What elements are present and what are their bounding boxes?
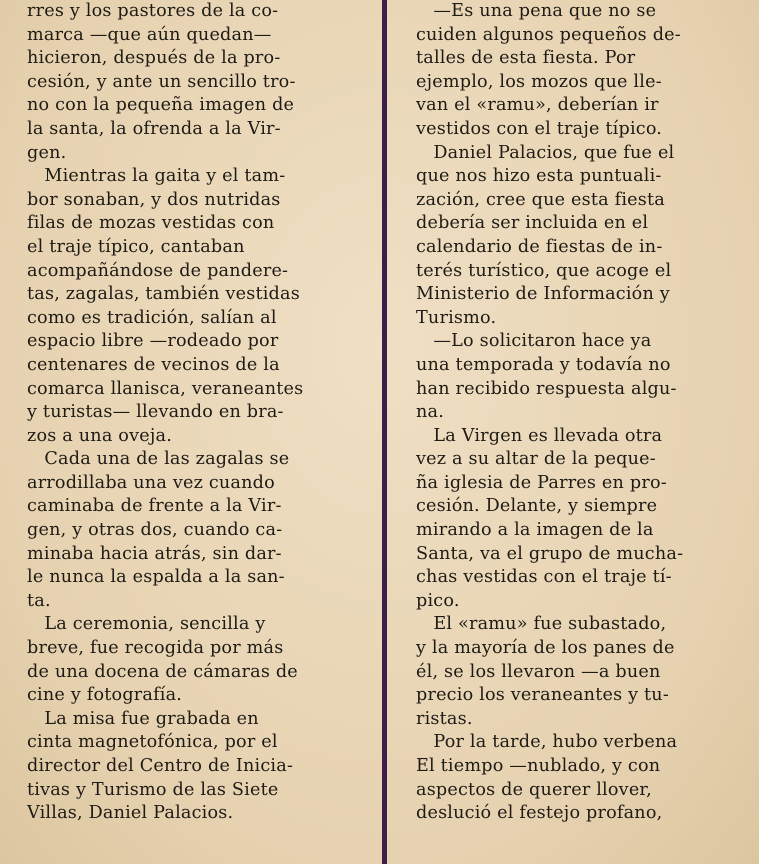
left-column-line: Mientras la gaita y el tam- xyxy=(27,166,286,187)
right-column-line: van el «ramu», deberían ir xyxy=(416,95,659,116)
left-column-line: centenares de vecinos de la xyxy=(27,354,280,375)
left-column-line: cesión, y ante un sencillo tro- xyxy=(27,71,296,92)
left-column-line: zos a una oveja. xyxy=(27,425,172,446)
right-column-line: —Es una pena que no se xyxy=(416,1,657,21)
left-column-line: como es tradición, salían al xyxy=(27,307,277,328)
right-column-line: que nos hizo esta puntuali- xyxy=(416,166,662,187)
left-column-line: Cada una de las zagalas se xyxy=(27,449,290,470)
right-column-line: zación, cree que esta fiesta xyxy=(416,189,665,210)
right-column-line: Daniel Palacios, que fue el xyxy=(416,142,675,163)
left-column-line: ta. xyxy=(27,590,51,611)
right-column-line: El «ramu» fue subastado, xyxy=(416,614,667,635)
right-column-line: La Virgen es llevada otra xyxy=(416,425,663,446)
right-column-line: precio los veraneantes y tu- xyxy=(416,685,669,706)
left-column-line: breve, fue recogida por más xyxy=(27,638,284,659)
right-column-line: han recibido respuesta algu- xyxy=(416,378,677,399)
right-column-line: cuiden algunos pequeños de- xyxy=(416,24,681,45)
right-column-line: Turismo. xyxy=(416,307,497,328)
left-column-line: de una docena de cámaras de xyxy=(27,661,298,682)
right-column-line: ña iglesia de Parres en pro- xyxy=(416,472,667,493)
left-column-line: hicieron, después de la pro- xyxy=(27,48,281,69)
right-column-line: chas vestidas con el traje tí- xyxy=(416,567,672,588)
right-column-line: cesión. Delante, y siempre xyxy=(416,496,658,517)
left-column xyxy=(27,0,357,864)
left-column-line: director del Centro de Inicia- xyxy=(27,756,294,776)
right-column-line: una temporada y todavía no xyxy=(416,354,671,375)
left-column-line: no con la pequeña imagen de xyxy=(27,95,295,116)
left-column-line: Villas, Daniel Palacios. xyxy=(27,803,234,824)
right-column-line: debería ser incluida en el xyxy=(416,213,649,234)
right-column-line: —Lo solicitaron hace ya xyxy=(416,331,652,352)
left-column-line: marca —que aún quedan— xyxy=(27,24,272,45)
left-column-line: cine y fotografía. xyxy=(27,685,183,706)
right-column-line: mirando a la imagen de la xyxy=(416,520,654,541)
left-column-line: arrodillaba una vez cuando xyxy=(27,472,275,493)
right-column-line: El tiempo —nublado, y con xyxy=(416,756,661,776)
left-column-line: tas, zagalas, también vestidas xyxy=(27,284,300,305)
right-column-line: ejemplo, los mozos que lle- xyxy=(416,71,662,92)
left-column-line: rres y los pastores de la co- xyxy=(27,1,279,21)
left-column-line: La misa fue grabada en xyxy=(27,708,259,729)
right-column-line: na. xyxy=(416,402,445,423)
left-column-line: el traje típico, cantaban xyxy=(27,236,245,257)
left-column-line: gen, y otras dos, cuando ca- xyxy=(27,520,283,541)
right-column-line: Santa, va el grupo de mucha- xyxy=(416,543,684,564)
right-column-line: vez a su altar de la peque- xyxy=(416,449,656,470)
left-column-line: caminaba de frente a la Vir- xyxy=(27,496,282,517)
left-column-line: La ceremonia, sencilla y xyxy=(27,614,266,635)
column-rule xyxy=(382,0,387,864)
right-column-line: ristas. xyxy=(416,708,473,729)
right-column-line: calendario de fiestas de in- xyxy=(416,236,663,257)
right-column-line: vestidos con el traje típico. xyxy=(416,118,663,139)
left-column-line: comarca llanisca, veraneantes xyxy=(27,378,304,399)
left-column-line: le nunca la espalda a la san- xyxy=(27,567,285,588)
left-column-line: gen. xyxy=(27,142,67,163)
left-column-line: la santa, la ofrenda a la Vir- xyxy=(27,118,281,139)
left-column-line: acompañándose de pandere- xyxy=(27,260,289,281)
left-column-line: minaba hacia atrás, sin dar- xyxy=(27,543,282,564)
left-column-line: cinta magnetofónica, por el xyxy=(27,732,278,753)
left-column-line: y turistas— llevando en bra- xyxy=(27,402,284,423)
right-column-line: pico. xyxy=(416,590,460,611)
right-column-line: aspectos de querer llover, xyxy=(416,779,652,800)
left-column-line: tivas y Turismo de las Siete xyxy=(27,779,279,800)
left-column-line: filas de mozas vestidas con xyxy=(27,213,275,234)
right-column-line: él, se los llevaron —a buen xyxy=(416,661,661,682)
right-column-line: deslució el festejo profano, xyxy=(416,803,663,824)
right-column-line: Por la tarde, hubo verbena xyxy=(416,732,678,753)
right-column-line: y la mayoría de los panes de xyxy=(416,638,675,659)
right-column-line: terés turístico, que acoge el xyxy=(416,260,672,281)
right-column-line: Ministerio de Información y xyxy=(416,284,670,305)
left-column-line: espacio libre —rodeado por xyxy=(27,331,279,352)
right-column-line: talles de esta fiesta. Por xyxy=(416,48,636,69)
left-column-line: bor sonaban, y dos nutridas xyxy=(27,189,281,210)
right-column xyxy=(416,0,752,864)
